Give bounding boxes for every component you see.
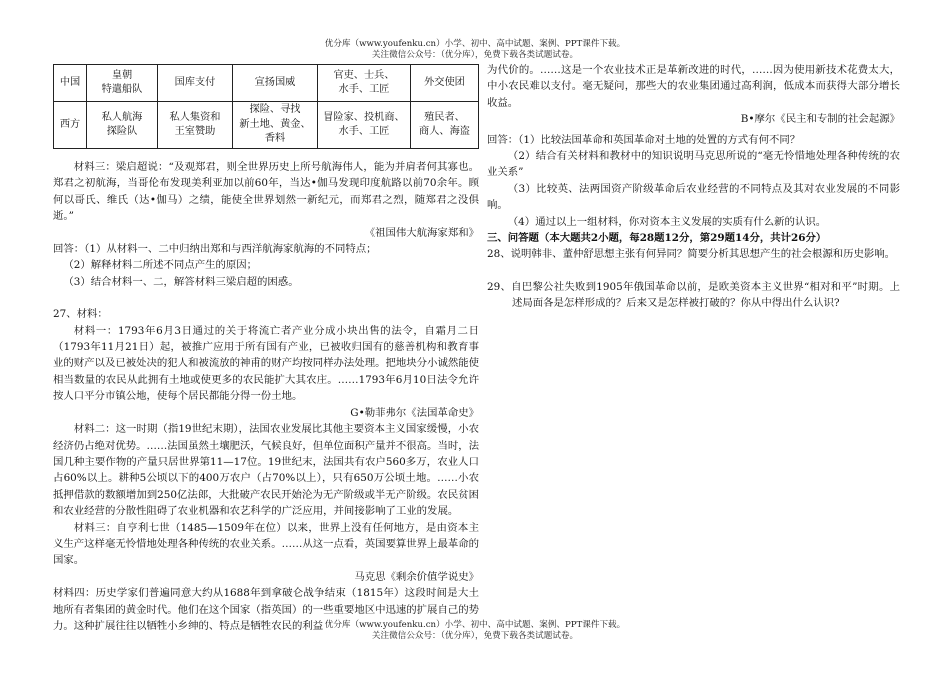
q27-material-4: 材料四：历史学家们普遍同意大约从1688年到拿破仑战争结束（1815年）这段时间是大土地所有者集团的黄金时代。他们在这个国家（指英国）的一些重要地区中迅速的扩展自己的势力。这种扩展往往以牺牲小乡绅的、特点是牺牲农民的利益: [53, 587, 480, 632]
page-header: [0, 39, 950, 61]
material-3-source: 《祖国伟大航海家郑和》: [364, 226, 479, 239]
section-3-heading: 三、问答题（本大题共2小题，每28题12分，第29题14分，共计26分）: [487, 232, 827, 245]
material-3-text: 材料三：梁启超说：“及观郑君，则全世界历史上所号航海伟人，能为并肩者何其寡也。郑君之初航海，当哥伦布发现美利亚加以前60年，当达•伽马发现印度航路以前70余年。顾何以哥氏、维氏（达•伽马）之绩，能使全世界划然一新纪元，而郑君之烈，随郑君之没俱逝。”: [53, 161, 479, 223]
comparison-table: [53, 64, 479, 149]
table-cell: 中国: [54, 65, 87, 102]
question-2: （2）解释材料二所述不同点产生的原因；: [63, 259, 258, 272]
table-cell: 皇朝 特遣船队: [87, 65, 158, 102]
table-cell: 国库支付: [158, 65, 233, 102]
table-row: [54, 102, 479, 149]
q27-answer-4: （4）通过以上一组材料，你对资本主义发展的实质有什么新的认识。: [507, 215, 827, 228]
q27-answer-1: 回答：（1）比较法国革命和英国革命对土地的处置的方式有何不同？: [487, 133, 801, 146]
question-1: 回答：（1）从材料一、二中归纳出郑和与西洋航海家航海的不同特点；: [53, 243, 377, 256]
table-cell: 殖民者、 商人、海盗: [411, 102, 479, 149]
q27-answer-3: （3）比较英、法两国资产阶级革命后农业经营的不同特点及其对农业发展的不同影响。: [487, 182, 900, 212]
table-cell: 冒险家、投机商、 水手、工匠: [318, 102, 411, 149]
q27-material-2: 材料二：这一时期（指19世纪末期），法国农业发展比其他主要资本主义国家缓慢，小农经济仍占绝对优势。……法国虽然土壤肥沃，气候良好，但单位面积产量并不很高。当时，法国几种主要作物的产量只居世界第11—17位。19世纪末，法国共有农户560多万，农业人口占60%以上。耕种5公顷以下的400万农户（占70%以上），只有650万公顷土地。……小农抵押借款的数额增加到250亿法郎，大批破产农民开始沦为无产阶级或半无产阶级。农民贫困和农业经营的分散性阻碍了农业机器和农艺科学的广泛应用，并间接影响了工业的发展。: [53, 423, 480, 518]
q27-answer-2: （2）结合有关材料和教材中的知识说明马克思所说的“毫无怜惜地处理各种传统的农业关系”: [487, 150, 900, 179]
question-27-title: 27、材料：: [53, 308, 108, 321]
table-cell: 私人集资和 王室赞助: [158, 102, 233, 149]
table-cell: 西方: [54, 102, 87, 149]
table-cell: 官吏、士兵、 水手、工匠: [318, 65, 411, 102]
header-line-1: 优分库（www.youfenku.cn）小学、初中、高中试题、案例、PPT课件下载。: [324, 39, 626, 49]
left-column: [53, 64, 479, 634]
footer-line-1: 优分库（www.youfenku.cn）小学、初中、高中试题、案例、PPT课件下载。: [324, 620, 626, 630]
question-29: 29、自巴黎公社失败到1905年俄国革命以前，是欧美资本主义世界“相对和平”时期。上述局面各是怎样形成的？后来又是怎样被打破的？你从中得出什么认识?: [487, 280, 900, 310]
q27-material-4-source: B•摩尔《民主和专制的社会起源》: [740, 113, 900, 126]
header-line-2: 关注微信公众号：（优分库），免费下载各类试题试卷。: [371, 50, 579, 60]
right-column: [487, 62, 900, 312]
q27-material-3-source: 马克思《剩余价值学说史》: [354, 570, 479, 583]
page-footer: [0, 620, 950, 642]
table-cell: 探险、寻找 新土地、黄金、 香料: [233, 102, 318, 149]
table-cell: 私人航海 探险队: [87, 102, 158, 149]
q27-material-4-continued: 为代价的。……这是一个农业技术正是革新改进的时代，……因为使用新技术花费太大，中小农民难以支付。毫无疑问，那些大的农业集团通过高利润，低成本而获得大部分增长收益。: [487, 64, 900, 109]
q27-material-3: 材料三：自亨利七世（1485—1509年在位）以来，世界上没有任何地方，是由资本主义生产这样毫无怜惜地处理各种传统的农业关系。……从这一点看，英国要算世界上最革命的国家。: [53, 521, 480, 567]
question-3: （3）结合材料一、二，解答材料三梁启超的困惑。: [63, 275, 299, 288]
footer-line-2: 关注微信公众号：（优分库），免费下载各类试题试卷。: [371, 631, 579, 641]
q27-material-1-source: G•勒菲弗尔《法国革命史》: [350, 406, 479, 419]
table-row: [54, 65, 479, 102]
table-cell: 宣扬国威: [233, 65, 318, 102]
table-cell: 外交使团: [411, 65, 479, 102]
question-28: 28、说明韩非、董仲舒思想主张有何异同？简要分析其思想产生的社会根源和历史影响。: [487, 248, 896, 261]
q27-material-1: 材料一：1793年6月3日通过的关于将流亡者产业分成小块出售的法令，自霜月二日（1793年11月21日）起，被推广应用于所有国有产业，已被收归国有的慈善机构和教育事业的财产以及已被处决的犯人和被流放的神甫的财产均按同样办法处理。把地块分小诚然能使相当数量的农民从此拥有土地或使更多的农民能扩大其农庄。……1793年6月10日法令允许按人口平分市镇公地，使每个居民都能分得一份土地。: [53, 324, 480, 403]
